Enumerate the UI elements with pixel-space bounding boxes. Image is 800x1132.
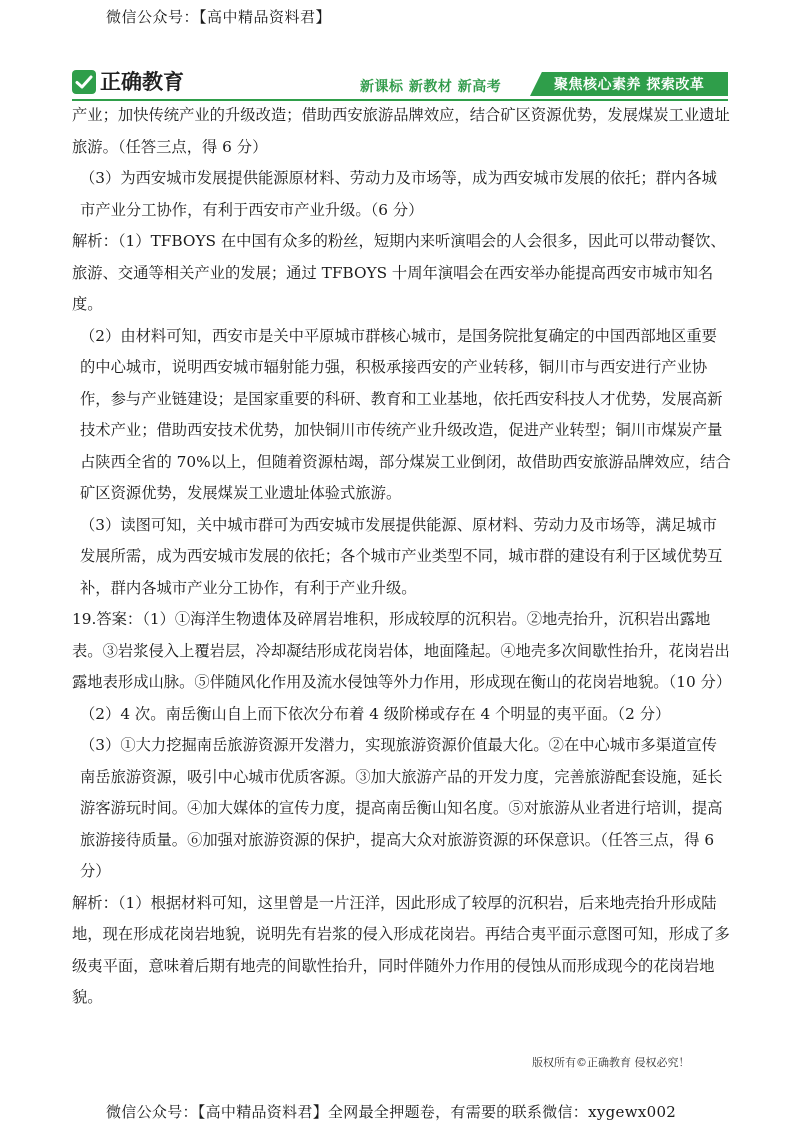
checkmark-logo-icon bbox=[72, 70, 96, 94]
paragraph: （3）为西安城市发展提供能源原材料、劳动力及市场等，成为西安城市发展的依托；群内各城市产业分工协作，有利于西安市产业升级。（6 分） bbox=[80, 169, 717, 219]
brand-logo-text: 正确教育 bbox=[100, 70, 184, 94]
paragraph: （2）4 次。南岳衡山自上而下依次分布着 4 级阶梯或存在 4 个明显的夷平面。（2 分） bbox=[80, 704, 671, 723]
bottom-wechat-banner: 微信公众号：【高中精品资料君】全网最全押题卷，有需要的联系微信：xygewx002 bbox=[106, 1103, 677, 1121]
paragraph: 产业；加快传统产业的升级改造；借助西安旅游品牌效应，结合矿区资源优势，发展煤炭工业遗址旅游。（任答三点，得 6 分） bbox=[72, 106, 730, 156]
top-wechat-banner: 微信公众号：【高中精品资料君】 bbox=[106, 8, 332, 26]
paragraph: 解析：（1）TFBOYS 在中国有众多的粉丝，短期内来听演唱会的人会很多，因此可以带动餐饮、旅游、交通等相关产业的发展；通过 TFBOYS 十周年演唱会在西安举办能提高西安市城市知名度。 bbox=[72, 232, 726, 313]
document-body bbox=[72, 100, 732, 1014]
header-slogan-right: 聚焦核心素养 探索改革 bbox=[554, 77, 705, 93]
paragraph: （3）①大力挖掘南岳旅游资源开发潜力，实现旅游资源价值最大化。②在中心城市多渠道宣传南岳旅游资源，吸引中心城市优质客源。③加大旅游产品的开发力度，完善旅游配套设施，延长游客游玩时间。④加大媒体的宣传力度，提高南岳衡山知名度。⑤对旅游从业者进行培训，提高旅游接待质量。⑥加强对旅游资源的保护，提高大众对旅游资源的环保意识。（任答三点，得 6 分） bbox=[80, 736, 723, 880]
paragraph: （2）由材料可知，西安市是关中平原城市群核心城市，是国务院批复确定的中国西部地区重要的中心城市，说明西安城市辐射能力强，积极承接西安的产业转移，铜川市与西安进行产业协作，参与产业链建设；是国家重要的科研、教育和工业基地，依托西安科技人才优势，发展高新技术产业；借助西安技术优势，加快铜川市传统产业升级改造，促进产业转型；铜川市煤炭产量占陕西全省的 70%以上，但随着资源枯竭，部分煤炭工业倒闭，故借助西安旅游品牌效应，结合矿区资源优势，发展煤炭工业遗址体验式旅游。 bbox=[80, 326, 731, 502]
copyright-notice: 版权所有©正确教育 侵权必究！ bbox=[532, 1056, 690, 1069]
paragraph: 解析：（1）根据材料可知，这里曾是一片汪洋，因此形成了较厚的沉积岩，后来地壳抬升形成陆地，现在形成花岗岩地貌，说明先有岩浆的侵入形成花岗岩。再结合夷平面示意图可知，形成了多级夷平面，意味着后期有地壳的间歇性抬升，同时伴随外力作用的侵蚀从而形成现今的花岗岩地貌。 bbox=[72, 893, 730, 1006]
paragraph: （3）读图可知，关中城市群可为西安城市发展提供能源、原材料、劳动力及市场等，满足城市发展所需，成为西安城市发展的依托；各个城市产业类型不同，城市群的建设有利于区域优势互补，群内各城市产业分工协作，有利于产业升级。 bbox=[80, 515, 723, 597]
paragraph: 19.答案：（1）①海洋生物遗体及碎屑岩堆积，形成较厚的沉积岩。②地壳抬升，沉积岩出露地表。③岩浆侵入上覆岩层，冷却凝结形成花岗岩体，地面隆起。④地壳多次间歇性抬升，花岗岩出露地表形成山脉。⑤伴随风化作用及流水侵蚀等外力作用，形成现在衡山的花岗岩地貌。（10 分） bbox=[72, 610, 732, 691]
header-slogan-left: 新课标 新教材 新高考 bbox=[360, 79, 502, 95]
